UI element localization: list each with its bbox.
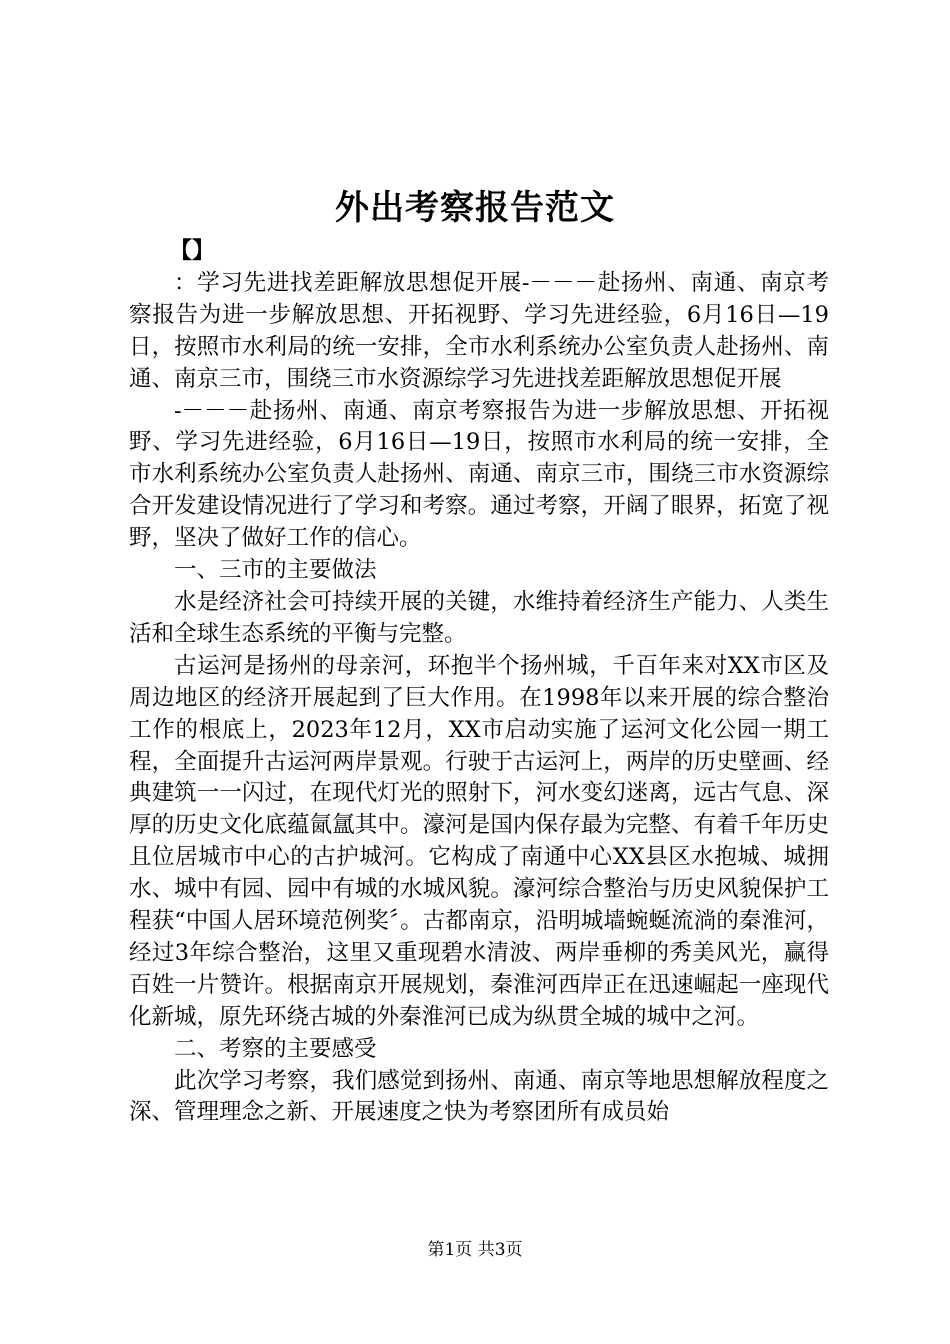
page-number-footer: 第1页 共3页 [427, 1240, 523, 1260]
paragraph-overview: -－－－赴扬州、南通、南京考察报告为进一步解放思想、开拓视野、学习先进经验，6月16日—19日，按照市水利局的统一安排，全市水利系统办公室负责人赴扬州、南通、南京三市，围绕三市水资源综合开发建设情况进行了学习和考察。通过考察，开阔了眼界，拓宽了视野，坚决了做好工作的信心。 [129, 397, 829, 552]
paragraph-impressions: 此次学习考察，我们感觉到扬州、南通、南京等地思想解放程度之深、管理理念之新、开展速度之快为考察团所有成员始 [129, 1067, 829, 1126]
paragraph-water: 水是经济社会可持续开展的关键，水维持着经济生产能力、人类生活和全球生态系统的平衡与完整。 [129, 588, 829, 647]
bracket-marker: 【】 [169, 238, 215, 264]
paragraph-canal: 古运河是扬州的母亲河，环抱半个扬州城，千百年来对XX市区及周边地区的经济开展起到了巨大作用。在1998年以来开展的综合整治工作的根底上，2023年12月，XX市启动实施了运河文化公园一期工程，全面提升古运河两岸景观。行驶于古运河上，两岸的历史壁画、经典建筑一一闪过，在现代灯光的照射下，河水变幻迷离，远古气息、深厚的历史文化底蕴氤氲其中。濠河是国内保存最为完整、有着千年历史且位居城市中心的古护城河。它构成了南通中心XX县区水抱城、城拥水、城中有园、园中有城的水城风貌。濠河综合整治与历史风貌保护工程获“中国人居环境范例奖〞。古都南京，沿明城墙蜿蜒流淌的秦淮河，经过3年综合整治，这里又重现碧水清波、两岸垂柳的秀美风光，赢得百姓一片赞许。根据南京开展规划，秦淮河西岸正在迅速崛起一座现代化新城，原先环绕古城的外秦淮河已成为纵贯全城的城中之河。 [129, 652, 829, 1030]
document-body [129, 236, 829, 1129]
section-heading-practices: 一、三市的主要做法 [174, 557, 377, 584]
paragraph-intro: ：学习先进找差距解放思想促开展-－－－赴扬州、南通、南京考察报告为进一步解放思想、开拓视野、学习先进经验，6月16日—19日，按照市水利局的统一安排，全市水利系统办公室负责人赴扬州、南通、南京三市，围绕三市水资源综学习先进找差距解放思想促开展 [129, 269, 829, 392]
document-title: 外出考察报告范文 [335, 188, 615, 228]
section-heading-impressions: 二、考察的主要感受 [174, 1035, 377, 1062]
